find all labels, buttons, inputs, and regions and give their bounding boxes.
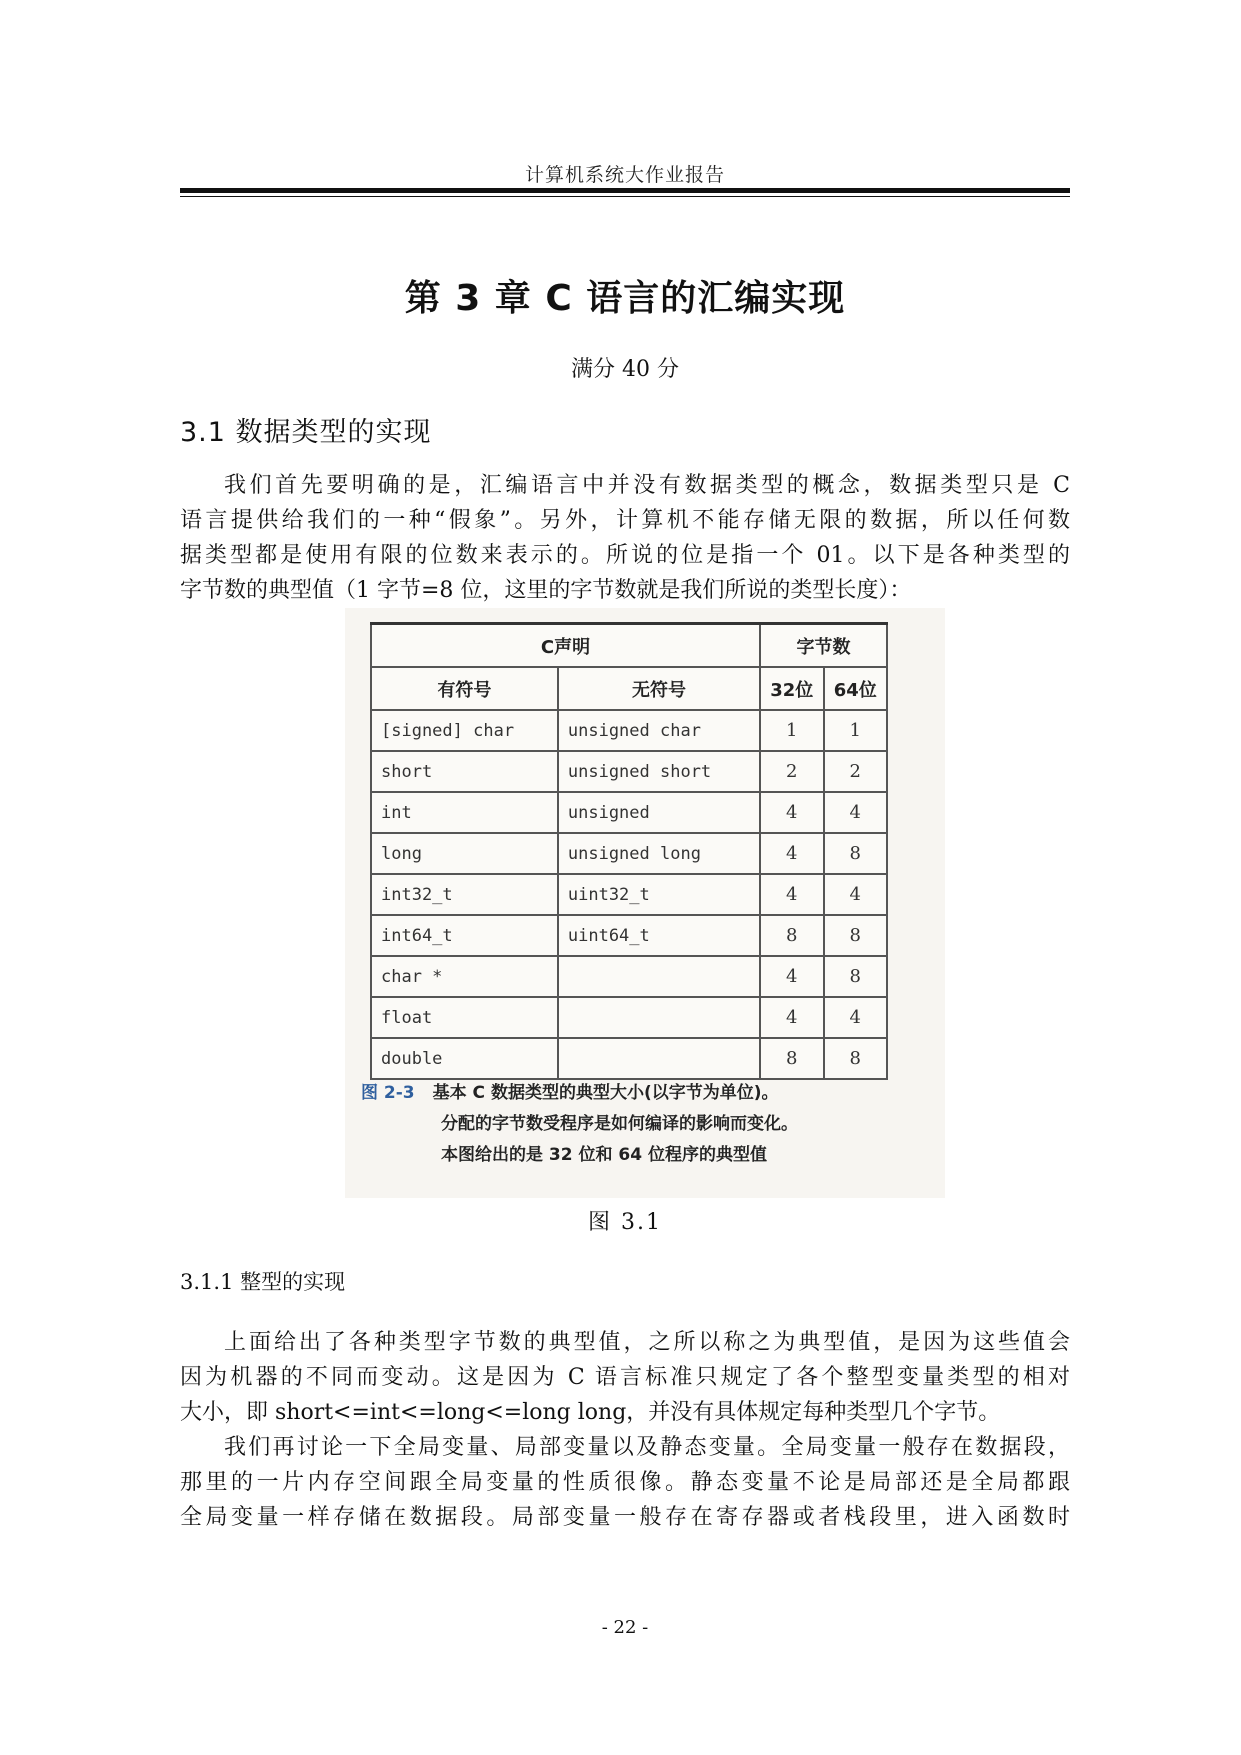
table-row: [371, 874, 887, 915]
cell-32bit: 1: [760, 710, 823, 751]
table-row: [371, 751, 887, 792]
cell-64bit: 8: [824, 833, 888, 874]
cell-64bit: 2: [824, 751, 888, 792]
cell-signed: int: [371, 792, 558, 833]
paragraph-intro: [180, 468, 1070, 608]
paragraph-line: 我们首先要明确的是，汇编语言中并没有数据类型的概念，数据类型只是 C: [224, 473, 1070, 498]
paragraph-line: 上面给出了各种类型字节数的典型值，之所以称之为典型值，是因为这些值会: [224, 1330, 1070, 1355]
paragraph-line: 我们再讨论一下全局变量、局部变量以及静态变量。全局变量一般存在数据段，: [224, 1435, 1070, 1460]
running-header: 计算机系统大作业报告: [524, 164, 725, 186]
figure-caption-label: 图 2-3: [361, 1083, 415, 1103]
cell-signed: long: [371, 833, 558, 874]
paragraph-line: 因为机器的不同而变动。这是因为 C 语言标准只规定了各个整型变量类型的相对: [180, 1365, 1070, 1390]
cell-unsigned: [558, 997, 760, 1038]
cell-32bit: 4: [760, 792, 823, 833]
paragraph-variables: [180, 1430, 1070, 1535]
table-row: [371, 1038, 887, 1079]
table-row: [371, 997, 887, 1038]
cell-unsigned: uint32_t: [558, 874, 760, 915]
cell-64bit: 4: [824, 792, 888, 833]
paragraph-line: 据类型都是使用有限的位数来表示的。所说的位是指一个 01。以下是各种类型的: [180, 543, 1070, 568]
table-row: [371, 956, 887, 997]
table-header-64bit: 64位: [824, 667, 888, 710]
cell-signed: int64_t: [371, 915, 558, 956]
figure-caption-line: 基本 C 数据类型的典型大小(以字节为单位)。: [432, 1083, 779, 1103]
cell-signed: [signed] char: [371, 710, 558, 751]
subsection-text: 整型的实现: [240, 1270, 346, 1294]
chapter-score: 满分 40 分: [571, 357, 679, 382]
figure-caption-line: 本图给出的是 32 位和 64 位程序的典型值: [441, 1145, 767, 1165]
chapter-title: 第 3 章 C 语言的汇编实现: [404, 278, 846, 319]
cell-64bit: 1: [824, 710, 888, 751]
data-type-table: [370, 622, 888, 1080]
subsection-number: 3.1.1: [180, 1270, 234, 1294]
cell-32bit: 4: [760, 956, 823, 997]
figure-scan: [345, 608, 945, 1198]
cell-unsigned: [558, 1038, 760, 1079]
paragraph-typical-values: [180, 1325, 1070, 1430]
figure-caption-line: 分配的字节数受程序是如何编译的影响而变化。: [441, 1114, 798, 1134]
figure-number: 图 3.1: [588, 1210, 662, 1235]
paragraph-line: 语言提供给我们的一种“假象”。另外，计算机不能存储无限的数据，所以任何数: [180, 508, 1070, 533]
table-row: [371, 710, 887, 751]
cell-unsigned: unsigned long: [558, 833, 760, 874]
figure-caption: [361, 1078, 798, 1171]
table-row: [371, 833, 887, 874]
cell-unsigned: unsigned char: [558, 710, 760, 751]
table-header-unsigned: 无符号: [558, 667, 760, 710]
table-header-c-declaration: C声明: [371, 624, 760, 668]
table-row: [371, 915, 887, 956]
header-rule-thick: [180, 188, 1070, 193]
cell-signed: float: [371, 997, 558, 1038]
cell-32bit: 4: [760, 874, 823, 915]
cell-32bit: 2: [760, 751, 823, 792]
page-number: - 22 -: [601, 1617, 649, 1638]
paragraph-line: 全局变量一样存储在数据段。局部变量一般存在寄存器或者栈段里，进入函数时: [180, 1505, 1070, 1530]
paragraph-line: 那里的一片内存空间跟全局变量的性质很像。静态变量不论是局部还是全局都跟: [180, 1470, 1070, 1495]
cell-unsigned: unsigned short: [558, 751, 760, 792]
cell-32bit: 8: [760, 1038, 823, 1079]
cell-signed: int32_t: [371, 874, 558, 915]
paragraph-line: 字节数的典型值（1 字节=8 位，这里的字节数就是我们所说的类型长度）：: [180, 578, 912, 603]
cell-32bit: 4: [760, 833, 823, 874]
cell-signed: short: [371, 751, 558, 792]
subsection-title: [180, 1266, 345, 1296]
cell-32bit: 8: [760, 915, 823, 956]
table-header-32bit: 32位: [760, 667, 823, 710]
cell-64bit: 8: [824, 915, 888, 956]
table-header-bytes: 字节数: [760, 624, 887, 668]
table-header-signed: 有符号: [371, 667, 558, 710]
cell-64bit: 4: [824, 997, 888, 1038]
cell-64bit: 8: [824, 1038, 888, 1079]
cell-unsigned: unsigned: [558, 792, 760, 833]
cell-signed: double: [371, 1038, 558, 1079]
cell-unsigned: [558, 956, 760, 997]
table-row: [371, 792, 887, 833]
cell-64bit: 8: [824, 956, 888, 997]
cell-64bit: 4: [824, 874, 888, 915]
cell-signed: char *: [371, 956, 558, 997]
paragraph-line: 大小，即 short<=int<=long<=long long，并没有具体规定每种类型几个字节。: [180, 1400, 1001, 1425]
header-rule-thin: [180, 196, 1070, 197]
cell-unsigned: uint64_t: [558, 915, 760, 956]
cell-32bit: 4: [760, 997, 823, 1038]
section-title: 3.1 数据类型的实现: [180, 417, 432, 448]
